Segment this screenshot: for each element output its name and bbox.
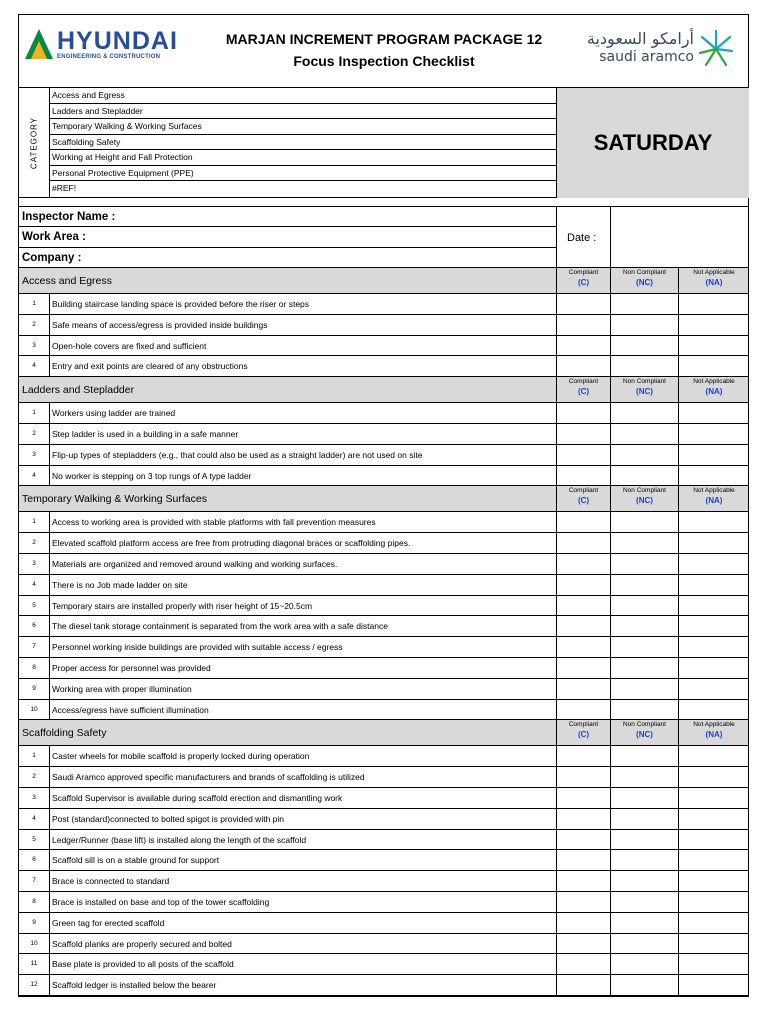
item-text: Entry and exit points are cleared of any obstructions: [52, 361, 248, 372]
compliant-cell[interactable]: [556, 913, 610, 933]
not-applicable-cell[interactable]: [678, 575, 749, 595]
item-text: Brace is connected to standard: [52, 876, 170, 887]
compliant-cell[interactable]: [556, 596, 610, 616]
non-compliant-cell[interactable]: [610, 424, 678, 444]
item-text: There is no Job made ladder on site: [52, 579, 188, 590]
compliant-cell[interactable]: [556, 554, 610, 574]
item-text: Base plate is provided to all posts of the scaffold: [52, 959, 234, 970]
compliant-cell[interactable]: [556, 424, 610, 444]
date-label: Date :: [556, 207, 610, 268]
item-number: 1: [19, 403, 50, 423]
compliant-cell[interactable]: [556, 403, 610, 423]
compliant-code: (C): [577, 730, 590, 740]
item-text: Caster wheels for mobile scaffold is properly locked during operation: [52, 751, 310, 762]
non-compliant-cell[interactable]: [610, 466, 678, 486]
item-text: Safe means of access/egress is provided inside buildings: [52, 319, 268, 330]
not-applicable-cell[interactable]: [678, 934, 749, 954]
not-applicable-cell[interactable]: [678, 658, 749, 678]
checklist-row: [19, 637, 748, 658]
item-number: 11: [19, 954, 50, 974]
category-list: [50, 88, 556, 197]
item-text: Building staircase landing space is provided before the riser or steps: [52, 299, 310, 309]
category-item: Scaffolding Safety: [50, 135, 556, 151]
compliant-code: (C): [577, 278, 590, 287]
not-applicable-cell[interactable]: [678, 975, 749, 995]
item-text: Elevated scaffold platform access are free from protruding diagonal braces or scaffolding pipes.: [52, 538, 411, 549]
checklist-row: [19, 512, 748, 533]
not-applicable-code: (NA): [705, 387, 723, 397]
item-text: Proper access for personnel was provided: [52, 662, 211, 673]
not-applicable-label: Not Applicable: [693, 721, 735, 729]
category-item: Ladders and Stepladder: [50, 104, 556, 120]
compliant-cell[interactable]: [556, 512, 610, 532]
compliant-cell[interactable]: [556, 892, 610, 912]
checklist-row: [19, 679, 748, 700]
checklist-row: [19, 575, 748, 596]
not-applicable-cell[interactable]: [678, 403, 749, 423]
not-applicable-code: (NA): [705, 496, 723, 506]
item-number: 7: [19, 871, 50, 891]
checklist-row: [19, 533, 748, 554]
compliant-cell[interactable]: [556, 356, 610, 376]
not-applicable-cell[interactable]: [678, 466, 749, 486]
not-applicable-column-header: [678, 377, 749, 403]
item-text: Scaffold ledger is installed below the bearer: [52, 980, 217, 991]
compliant-cell[interactable]: [556, 830, 610, 850]
item-text: No worker is stepping on 3 top rungs of A type ladder: [52, 470, 252, 481]
not-applicable-cell[interactable]: [678, 294, 749, 314]
not-applicable-cell[interactable]: [678, 315, 749, 335]
not-applicable-cell[interactable]: [678, 554, 749, 574]
compliant-code: (C): [577, 496, 590, 506]
non-compliant-cell[interactable]: [610, 575, 678, 595]
item-number: 5: [19, 830, 50, 850]
non-compliant-cell[interactable]: [610, 850, 678, 870]
non-compliant-cell[interactable]: [610, 830, 678, 850]
checklist-row: [19, 954, 748, 975]
checklist-row: [19, 913, 748, 934]
category-item: Personal Protective Equipment (PPE): [50, 166, 556, 182]
non-compliant-cell[interactable]: [610, 616, 678, 636]
not-applicable-cell[interactable]: [678, 637, 749, 657]
category-label-cell: [19, 88, 50, 198]
item-number: 8: [19, 658, 50, 678]
not-applicable-cell[interactable]: [678, 892, 749, 912]
item-number: 1: [19, 294, 50, 314]
hyundai-subtitle: ENGINEERING & CONSTRUCTION: [57, 54, 161, 60]
item-text: Working area with proper illumination: [52, 683, 192, 694]
non-compliant-label: Non Compliant: [623, 721, 666, 729]
compliant-cell[interactable]: [556, 746, 610, 766]
compliant-cell[interactable]: [556, 533, 610, 553]
item-text: Temporary stairs are installed properly with riser height of 15~20.5cm: [52, 600, 313, 611]
compliant-label: Compliant: [568, 269, 599, 276]
compliant-column-header: [556, 268, 610, 294]
item-number: 4: [19, 809, 50, 829]
not-applicable-cell[interactable]: [678, 871, 749, 891]
not-applicable-cell[interactable]: [678, 679, 749, 699]
inspection-info: [19, 207, 748, 268]
section-title: Scaffolding Safety: [22, 727, 107, 740]
item-number: 4: [19, 575, 50, 595]
item-text: Open-hole covers are fixed and sufficient: [52, 340, 207, 351]
non-compliant-cell[interactable]: [610, 512, 678, 532]
item-text: Saudi Aramco approved specific manufacturers and brands of scaffolding is utilized: [52, 772, 365, 783]
non-compliant-label: Non Compliant: [623, 487, 666, 495]
checklist-row: [19, 934, 748, 955]
section-title: Ladders and Stepladder: [22, 384, 135, 397]
non-compliant-label: Non Compliant: [623, 378, 666, 386]
item-text: Scaffold sill is on a stable ground for support: [52, 855, 220, 866]
compliant-cell[interactable]: [556, 616, 610, 636]
day-label: SATURDAY: [556, 88, 749, 198]
item-number: 7: [19, 637, 50, 657]
not-applicable-cell[interactable]: [678, 356, 749, 376]
non-compliant-cell[interactable]: [610, 356, 678, 376]
not-applicable-column-header: [678, 486, 749, 512]
non-compliant-column-header: [610, 377, 678, 403]
non-compliant-cell[interactable]: [610, 294, 678, 314]
not-applicable-code: (NA): [705, 278, 723, 287]
hyundai-triangle-accent-icon: [31, 41, 47, 59]
item-text: Materials are organized and removed around walking and working surfaces.: [52, 558, 338, 569]
not-applicable-cell[interactable]: [678, 809, 749, 829]
item-number: 9: [19, 913, 50, 933]
checklist-row: [19, 746, 748, 767]
not-applicable-cell[interactable]: [678, 445, 749, 465]
checklist-row: [19, 616, 748, 637]
checklist-row: [19, 767, 748, 788]
not-applicable-cell[interactable]: [678, 830, 749, 850]
non-compliant-label: Non Compliant: [623, 269, 666, 276]
not-applicable-cell[interactable]: [678, 533, 749, 553]
not-applicable-column-header: [678, 720, 749, 746]
non-compliant-cell[interactable]: [610, 533, 678, 553]
aramco-english-wordmark: saudi aramco: [599, 49, 694, 65]
compliant-cell[interactable]: [556, 336, 610, 356]
item-number: 8: [19, 892, 50, 912]
item-text: Personnel working inside buildings are provided with suitable access / egress: [52, 642, 343, 653]
checklist-row: [19, 445, 748, 466]
hyundai-logo: [25, 27, 178, 67]
non-compliant-cell[interactable]: [610, 445, 678, 465]
item-number: 5: [19, 596, 50, 616]
compliant-code: (C): [577, 387, 590, 397]
item-number: 6: [19, 616, 50, 636]
non-compliant-cell[interactable]: [610, 315, 678, 335]
checklist-row: [19, 554, 748, 575]
compliant-cell[interactable]: [556, 871, 610, 891]
date-field[interactable]: [610, 207, 749, 268]
non-compliant-code: (NC): [636, 278, 653, 287]
compliant-cell[interactable]: [556, 637, 610, 657]
non-compliant-cell[interactable]: [610, 336, 678, 356]
compliant-cell[interactable]: [556, 934, 610, 954]
checklist-row: [19, 830, 748, 851]
item-text: Flip-up types of stepladders (e.g., that could also be used as a straight ladder) are not used on site: [52, 449, 423, 460]
item-text: Scaffold planks are properly secured and bolted: [52, 938, 232, 949]
compliant-column-header: [556, 486, 610, 512]
not-applicable-cell[interactable]: [678, 336, 749, 356]
compliant-cell[interactable]: [556, 975, 610, 995]
checklist-sections: [19, 268, 748, 996]
non-compliant-cell[interactable]: [610, 788, 678, 808]
checklist-row: [19, 892, 748, 913]
checklist-row: [19, 294, 748, 315]
checklist-row: [19, 975, 748, 996]
checklist-row: [19, 466, 748, 487]
item-text: Ledger/Runner (base lift) is installed along the length of the scaffold: [52, 834, 307, 845]
item-number: 9: [19, 679, 50, 699]
non-compliant-cell[interactable]: [610, 746, 678, 766]
category-block: [19, 88, 748, 198]
compliant-column-header: [556, 720, 610, 746]
non-compliant-cell[interactable]: [610, 975, 678, 995]
checklist-row: [19, 596, 748, 617]
not-applicable-code: (NA): [705, 730, 723, 740]
checklist-row: [19, 658, 748, 679]
work-area-label: Work Area :: [19, 227, 556, 247]
not-applicable-cell[interactable]: [678, 424, 749, 444]
checklist-row: [19, 788, 748, 809]
checklist-row: [19, 336, 748, 357]
non-compliant-code: (NC): [636, 730, 653, 740]
item-text: Green tag for erected scaffold: [52, 917, 165, 928]
checklist-row: [19, 871, 748, 892]
compliant-cell[interactable]: [556, 700, 610, 720]
section-title: Temporary Walking & Working Surfaces: [22, 493, 207, 506]
non-compliant-cell[interactable]: [610, 658, 678, 678]
item-text: Access/egress have sufficient illumination: [52, 704, 209, 715]
item-number: 1: [19, 746, 50, 766]
compliant-label: Compliant: [568, 487, 599, 495]
section-header: [19, 486, 748, 512]
non-compliant-column-header: [610, 720, 678, 746]
item-number: 12: [19, 975, 50, 995]
item-text: Post (standard)connected to bolted spigot is provided with pin: [52, 813, 284, 824]
item-number: 10: [19, 934, 50, 954]
compliant-cell[interactable]: [556, 466, 610, 486]
page-header: [19, 15, 748, 88]
item-number: 3: [19, 445, 50, 465]
company-label: Company :: [19, 248, 556, 268]
not-applicable-label: Not Applicable: [693, 269, 735, 276]
item-text: Access to working area is provided with stable platforms with fall prevention measures: [52, 517, 376, 528]
compliant-cell[interactable]: [556, 954, 610, 974]
aramco-arabic-wordmark: أرامكو السعودية: [586, 29, 694, 48]
item-text: Scaffold Supervisor is available during scaffold erection and dismantling work: [52, 792, 343, 803]
item-number: 1: [19, 512, 50, 532]
document-subtitle: Focus Inspection Checklist: [293, 53, 475, 69]
checklist-row: [19, 700, 748, 721]
item-number: 4: [19, 356, 50, 376]
category-item: Working at Height and Fall Protection: [50, 150, 556, 166]
compliant-cell[interactable]: [556, 445, 610, 465]
non-compliant-cell[interactable]: [610, 871, 678, 891]
item-number: 2: [19, 767, 50, 787]
compliant-label: Compliant: [568, 721, 599, 729]
document-title: MARJAN INCREMENT PROGRAM PACKAGE 12: [225, 31, 543, 47]
compliant-cell[interactable]: [556, 788, 610, 808]
non-compliant-code: (NC): [636, 496, 653, 506]
item-number: 6: [19, 850, 50, 870]
non-compliant-cell[interactable]: [610, 596, 678, 616]
section-header: [19, 268, 748, 294]
category-label: CATEGORY: [29, 116, 39, 170]
aramco-star-icon: [696, 27, 736, 71]
non-compliant-cell[interactable]: [610, 913, 678, 933]
compliant-cell[interactable]: [556, 767, 610, 787]
compliant-cell[interactable]: [556, 658, 610, 678]
non-compliant-cell[interactable]: [610, 637, 678, 657]
category-item: Access and Egress: [50, 88, 556, 104]
not-applicable-cell[interactable]: [678, 512, 749, 532]
not-applicable-cell[interactable]: [678, 596, 749, 616]
item-text: Step ladder is used in a building in a safe manner: [52, 428, 239, 439]
non-compliant-cell[interactable]: [610, 767, 678, 787]
non-compliant-cell[interactable]: [610, 934, 678, 954]
not-applicable-cell[interactable]: [678, 616, 749, 636]
item-number: 3: [19, 554, 50, 574]
section-header: [19, 377, 748, 403]
compliant-cell[interactable]: [556, 850, 610, 870]
not-applicable-cell[interactable]: [678, 767, 749, 787]
item-number: 3: [19, 336, 50, 356]
checklist-row: [19, 403, 748, 424]
checklist-row: [19, 850, 748, 871]
item-number: 2: [19, 315, 50, 335]
category-item: Temporary Walking & Working Surfaces: [50, 119, 556, 135]
section-title: Access and Egress: [22, 275, 112, 287]
non-compliant-cell[interactable]: [610, 700, 678, 720]
compliant-cell[interactable]: [556, 315, 610, 335]
item-text: Workers using ladder are trained: [52, 408, 176, 419]
item-text: Brace is installed on base and top of the tower scaffolding: [52, 896, 270, 907]
checklist-row: [19, 315, 748, 336]
checklist-row: [19, 356, 748, 377]
not-applicable-cell[interactable]: [678, 746, 749, 766]
checklist-row: [19, 809, 748, 830]
not-applicable-cell[interactable]: [678, 954, 749, 974]
checklist-sheet: [18, 14, 749, 997]
checklist-row: [19, 424, 748, 445]
category-item: #REF!: [52, 183, 77, 193]
spacer: [19, 198, 748, 207]
item-number: 2: [19, 424, 50, 444]
compliant-column-header: [556, 377, 610, 403]
non-compliant-cell[interactable]: [610, 679, 678, 699]
non-compliant-column-header: [610, 268, 678, 294]
hyundai-wordmark: HYUNDAI: [57, 27, 178, 55]
compliant-cell[interactable]: [556, 679, 610, 699]
section-header: [19, 720, 748, 746]
aramco-logo: [578, 25, 738, 75]
compliant-cell[interactable]: [556, 809, 610, 829]
item-number: 10: [19, 700, 50, 720]
item-number: 2: [19, 533, 50, 553]
non-compliant-column-header: [610, 486, 678, 512]
not-applicable-cell[interactable]: [678, 913, 749, 933]
item-text: The diesel tank storage containment is separated from the work area with a safe distance: [52, 621, 388, 632]
non-compliant-cell[interactable]: [610, 892, 678, 912]
item-number: 4: [19, 466, 50, 486]
non-compliant-cell[interactable]: [610, 954, 678, 974]
not-applicable-cell[interactable]: [678, 850, 749, 870]
compliant-cell[interactable]: [556, 575, 610, 595]
non-compliant-code: (NC): [636, 387, 653, 397]
compliant-label: Compliant: [568, 378, 599, 386]
non-compliant-cell[interactable]: [610, 809, 678, 829]
compliant-cell[interactable]: [556, 294, 610, 314]
not-applicable-column-header: [678, 268, 749, 294]
inspector-name-label: Inspector Name :: [19, 207, 556, 227]
not-applicable-label: Not Applicable: [693, 487, 735, 495]
not-applicable-label: Not Applicable: [693, 378, 735, 386]
not-applicable-cell[interactable]: [678, 788, 749, 808]
item-number: 3: [19, 788, 50, 808]
non-compliant-cell[interactable]: [610, 554, 678, 574]
non-compliant-cell[interactable]: [610, 403, 678, 423]
not-applicable-cell[interactable]: [678, 700, 749, 720]
